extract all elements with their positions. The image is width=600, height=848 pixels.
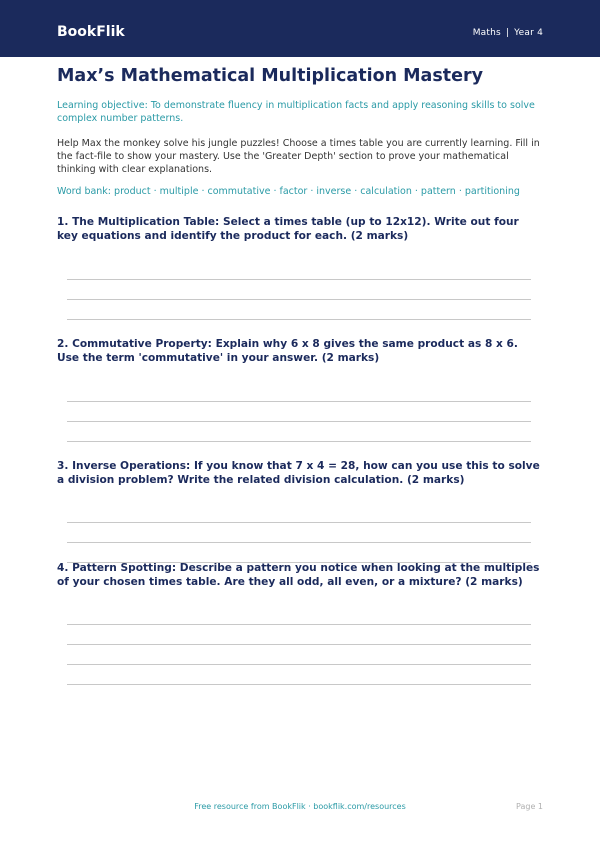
- separator: |: [505, 28, 510, 38]
- footer-credit: Free resource from BookFlik · bookflik.com/resources: [194, 802, 406, 811]
- answer-line[interactable]: [67, 319, 531, 320]
- answer-line[interactable]: [67, 684, 531, 685]
- answer-line[interactable]: [67, 624, 531, 625]
- answer-line[interactable]: [67, 421, 531, 422]
- word-bank: Word bank: product · multiple · commutative · factor · inverse · calculation · pattern · partitioning: [57, 186, 520, 197]
- answer-line[interactable]: [67, 644, 531, 645]
- page-header: [0, 0, 600, 57]
- answer-line[interactable]: [67, 299, 531, 300]
- answer-line[interactable]: [67, 522, 531, 523]
- answer-line[interactable]: [67, 664, 531, 665]
- answer-line[interactable]: [67, 542, 531, 543]
- question-3: 3. Inverse Operations: If you know that 7 x 4 = 28, how can you use this to solve a division problem? Write the related division calculation. (2 marks): [57, 460, 540, 486]
- question-4: 4. Pattern Spotting: Describe a pattern you notice when looking at the multiples of your chosen times table. Are they all odd, all even, or a mixture? (2 marks): [57, 562, 540, 588]
- answer-line[interactable]: [67, 279, 531, 280]
- question-2: 2. Commutative Property: Explain why 6 x 8 gives the same product as 8 x 6. Use the term 'commutative' in your answer. (2 marks): [57, 338, 518, 364]
- subject-label: Maths: [472, 28, 501, 38]
- question-1: 1. The Multiplication Table: Select a times table (up to 12x12). Write out four key equations and identify the product for each. (2 marks): [57, 216, 519, 242]
- answer-line[interactable]: [67, 441, 531, 442]
- worksheet-title: Max’s Mathematical Multiplication Mastery: [57, 66, 484, 86]
- learning-objective: Learning objective: To demonstrate fluency in multiplication facts and apply reasoning skills to solve complex number patterns.: [57, 100, 535, 124]
- instructions: Help Max the monkey solve his jungle puzzles! Choose a times table you are currently learning. Fill in the fact-file to show your mastery. Use the 'Greater Depth' section to prove your mathematical thinking with clear explanations.: [57, 138, 540, 175]
- year-label: Year 4: [514, 28, 543, 38]
- subject-year-label: [473, 28, 543, 38]
- brand-logo: BookFlik: [57, 24, 125, 40]
- answer-line[interactable]: [67, 401, 531, 402]
- page-number: Page 1: [516, 802, 543, 811]
